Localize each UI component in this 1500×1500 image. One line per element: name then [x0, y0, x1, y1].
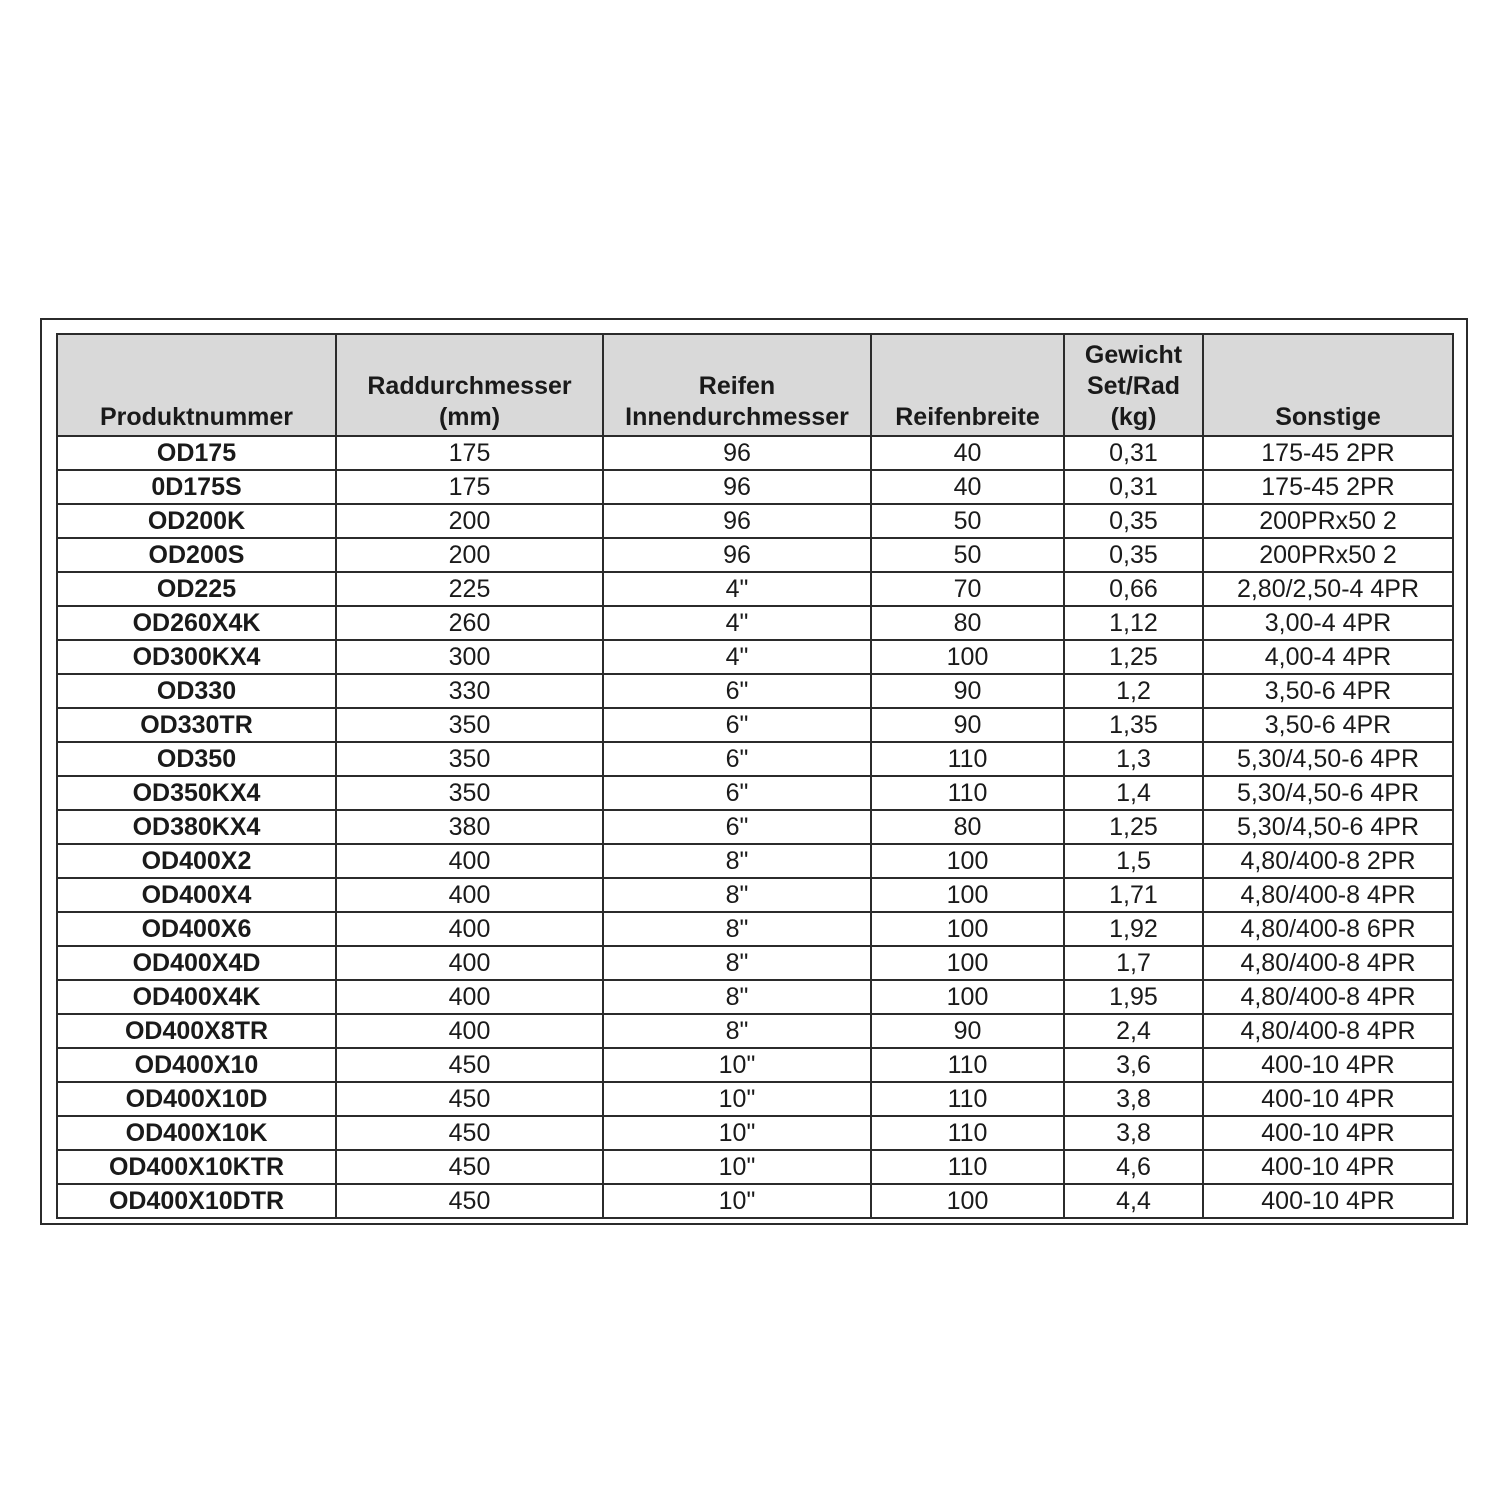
cell-raddurchmesser: 400 — [336, 912, 603, 946]
cell-raddurchmesser: 400 — [336, 878, 603, 912]
cell-raddurchmesser: 175 — [336, 436, 603, 470]
cell-reifenbreite: 110 — [871, 1116, 1064, 1150]
column-header-line: Reifenbreite — [895, 403, 1040, 431]
cell-sonstige: 175-45 2PR — [1203, 436, 1453, 470]
cell-raddurchmesser: 350 — [336, 708, 603, 742]
table-row — [57, 1014, 1453, 1048]
cell-reifen_innendurchmesser: 10" — [603, 1184, 871, 1218]
cell-gewicht: 3,8 — [1064, 1082, 1203, 1116]
cell-reifenbreite: 40 — [871, 470, 1064, 504]
column-header-sonstige — [1203, 334, 1453, 436]
table-row — [57, 878, 1453, 912]
cell-gewicht: 1,71 — [1064, 878, 1203, 912]
column-header-line: Raddurchmesser — [367, 372, 572, 400]
cell-sonstige: 400-10 4PR — [1203, 1082, 1453, 1116]
cell-reifen_innendurchmesser: 6" — [603, 674, 871, 708]
cell-raddurchmesser: 450 — [336, 1048, 603, 1082]
cell-produktnummer: OD225 — [57, 572, 336, 606]
table-row — [57, 1150, 1453, 1184]
table-row — [57, 470, 1453, 504]
table-row — [57, 640, 1453, 674]
cell-reifen_innendurchmesser: 96 — [603, 470, 871, 504]
cell-reifen_innendurchmesser: 96 — [603, 504, 871, 538]
cell-gewicht: 0,66 — [1064, 572, 1203, 606]
cell-reifen_innendurchmesser: 6" — [603, 742, 871, 776]
cell-reifenbreite: 100 — [871, 946, 1064, 980]
cell-gewicht: 0,35 — [1064, 538, 1203, 572]
cell-raddurchmesser: 225 — [336, 572, 603, 606]
cell-sonstige: 3,00-4 4PR — [1203, 606, 1453, 640]
cell-reifenbreite: 100 — [871, 912, 1064, 946]
table-row — [57, 776, 1453, 810]
table-row — [57, 844, 1453, 878]
cell-reifenbreite: 90 — [871, 1014, 1064, 1048]
cell-reifen_innendurchmesser: 8" — [603, 844, 871, 878]
cell-reifenbreite: 110 — [871, 742, 1064, 776]
cell-raddurchmesser: 450 — [336, 1116, 603, 1150]
cell-sonstige: 5,30/4,50-6 4PR — [1203, 742, 1453, 776]
table-row — [57, 674, 1453, 708]
cell-produktnummer: OD350 — [57, 742, 336, 776]
cell-produktnummer: OD350KX4 — [57, 776, 336, 810]
cell-reifen_innendurchmesser: 8" — [603, 912, 871, 946]
cell-sonstige: 5,30/4,50-6 4PR — [1203, 810, 1453, 844]
column-header-line: (mm) — [438, 403, 501, 431]
cell-produktnummer: OD400X6 — [57, 912, 336, 946]
cell-reifenbreite: 50 — [871, 504, 1064, 538]
table-row — [57, 742, 1453, 776]
cell-reifenbreite: 110 — [871, 1048, 1064, 1082]
table-row — [57, 1082, 1453, 1116]
cell-reifenbreite: 100 — [871, 640, 1064, 674]
cell-sonstige: 400-10 4PR — [1203, 1184, 1453, 1218]
cell-sonstige: 4,80/400-8 4PR — [1203, 1014, 1453, 1048]
cell-raddurchmesser: 400 — [336, 1014, 603, 1048]
cell-reifenbreite: 100 — [871, 878, 1064, 912]
cell-reifenbreite: 110 — [871, 1082, 1064, 1116]
cell-sonstige: 400-10 4PR — [1203, 1048, 1453, 1082]
cell-raddurchmesser: 300 — [336, 640, 603, 674]
cell-sonstige: 4,80/400-8 6PR — [1203, 912, 1453, 946]
cell-raddurchmesser: 350 — [336, 742, 603, 776]
cell-produktnummer: 0D175S — [57, 470, 336, 504]
column-header-produktnummer — [57, 334, 336, 436]
cell-gewicht: 1,7 — [1064, 946, 1203, 980]
cell-raddurchmesser: 400 — [336, 844, 603, 878]
cell-reifenbreite: 100 — [871, 1184, 1064, 1218]
cell-raddurchmesser: 330 — [336, 674, 603, 708]
cell-reifen_innendurchmesser: 4" — [603, 606, 871, 640]
cell-reifen_innendurchmesser: 10" — [603, 1116, 871, 1150]
cell-produktnummer: OD400X10 — [57, 1048, 336, 1082]
cell-raddurchmesser: 260 — [336, 606, 603, 640]
cell-sonstige: 2,80/2,50-4 4PR — [1203, 572, 1453, 606]
cell-gewicht: 1,12 — [1064, 606, 1203, 640]
cell-produktnummer: OD200S — [57, 538, 336, 572]
header-row — [57, 334, 1453, 436]
cell-sonstige: 3,50-6 4PR — [1203, 708, 1453, 742]
table-frame — [40, 318, 1468, 1225]
cell-sonstige: 175-45 2PR — [1203, 470, 1453, 504]
cell-sonstige: 4,80/400-8 4PR — [1203, 878, 1453, 912]
cell-sonstige: 4,80/400-8 4PR — [1203, 946, 1453, 980]
cell-produktnummer: OD400X4D — [57, 946, 336, 980]
cell-sonstige: 5,30/4,50-6 4PR — [1203, 776, 1453, 810]
cell-raddurchmesser: 200 — [336, 538, 603, 572]
table-body — [57, 436, 1453, 1218]
table-row — [57, 436, 1453, 470]
cell-reifenbreite: 90 — [871, 708, 1064, 742]
cell-reifen_innendurchmesser: 6" — [603, 708, 871, 742]
column-header-reifenbreite — [871, 334, 1064, 436]
cell-reifenbreite: 40 — [871, 436, 1064, 470]
column-header-line: Sonstige — [1275, 403, 1381, 431]
cell-reifen_innendurchmesser: 10" — [603, 1048, 871, 1082]
cell-gewicht: 4,6 — [1064, 1150, 1203, 1184]
column-header-line: Set/Rad — [1086, 372, 1181, 400]
cell-reifen_innendurchmesser: 8" — [603, 1014, 871, 1048]
cell-reifenbreite: 50 — [871, 538, 1064, 572]
cell-produktnummer: OD330TR — [57, 708, 336, 742]
table-row — [57, 912, 1453, 946]
cell-reifen_innendurchmesser: 8" — [603, 878, 871, 912]
cell-gewicht: 1,95 — [1064, 980, 1203, 1014]
cell-produktnummer: OD400X10D — [57, 1082, 336, 1116]
cell-reifenbreite: 70 — [871, 572, 1064, 606]
cell-reifen_innendurchmesser: 10" — [603, 1150, 871, 1184]
cell-gewicht: 3,6 — [1064, 1048, 1203, 1082]
cell-reifenbreite: 90 — [871, 674, 1064, 708]
cell-gewicht: 0,31 — [1064, 470, 1203, 504]
cell-gewicht: 1,92 — [1064, 912, 1203, 946]
cell-produktnummer: OD380KX4 — [57, 810, 336, 844]
cell-raddurchmesser: 400 — [336, 980, 603, 1014]
cell-reifen_innendurchmesser: 96 — [603, 436, 871, 470]
table-row — [57, 708, 1453, 742]
table-row — [57, 980, 1453, 1014]
cell-raddurchmesser: 450 — [336, 1150, 603, 1184]
cell-reifenbreite: 100 — [871, 980, 1064, 1014]
cell-produktnummer: OD400X4K — [57, 980, 336, 1014]
table-row — [57, 538, 1453, 572]
cell-gewicht: 0,31 — [1064, 436, 1203, 470]
cell-produktnummer: OD400X10K — [57, 1116, 336, 1150]
cell-raddurchmesser: 450 — [336, 1082, 603, 1116]
cell-raddurchmesser: 200 — [336, 504, 603, 538]
column-header-raddurchmesser — [336, 334, 603, 436]
cell-reifen_innendurchmesser: 10" — [603, 1082, 871, 1116]
cell-gewicht: 4,4 — [1064, 1184, 1203, 1218]
cell-reifenbreite: 80 — [871, 606, 1064, 640]
cell-reifen_innendurchmesser: 4" — [603, 572, 871, 606]
cell-produktnummer: OD200K — [57, 504, 336, 538]
cell-reifen_innendurchmesser: 6" — [603, 776, 871, 810]
cell-gewicht: 0,35 — [1064, 504, 1203, 538]
cell-reifenbreite: 110 — [871, 776, 1064, 810]
column-header-line: (kg) — [1110, 403, 1157, 431]
product-spec-table — [56, 333, 1454, 1219]
cell-gewicht: 1,3 — [1064, 742, 1203, 776]
table-row — [57, 1048, 1453, 1082]
cell-gewicht: 1,5 — [1064, 844, 1203, 878]
cell-raddurchmesser: 350 — [336, 776, 603, 810]
cell-gewicht: 1,25 — [1064, 640, 1203, 674]
table-row — [57, 1116, 1453, 1150]
column-header-gewicht — [1064, 334, 1203, 436]
cell-produktnummer: OD400X10KTR — [57, 1150, 336, 1184]
cell-reifen_innendurchmesser: 8" — [603, 946, 871, 980]
table-row — [57, 946, 1453, 980]
cell-reifen_innendurchmesser: 6" — [603, 810, 871, 844]
cell-reifen_innendurchmesser: 8" — [603, 980, 871, 1014]
cell-sonstige: 4,80/400-8 4PR — [1203, 980, 1453, 1014]
cell-produktnummer: OD400X8TR — [57, 1014, 336, 1048]
column-header-line: Produktnummer — [99, 403, 294, 431]
cell-gewicht: 1,2 — [1064, 674, 1203, 708]
cell-raddurchmesser: 380 — [336, 810, 603, 844]
cell-sonstige: 200PRx50 2 — [1203, 538, 1453, 572]
cell-sonstige: 400-10 4PR — [1203, 1150, 1453, 1184]
cell-gewicht: 2,4 — [1064, 1014, 1203, 1048]
table-row — [57, 1184, 1453, 1218]
cell-gewicht: 1,35 — [1064, 708, 1203, 742]
cell-reifenbreite: 110 — [871, 1150, 1064, 1184]
table-row — [57, 606, 1453, 640]
table-row — [57, 504, 1453, 538]
cell-raddurchmesser: 175 — [336, 470, 603, 504]
cell-sonstige: 3,50-6 4PR — [1203, 674, 1453, 708]
cell-produktnummer: OD400X10DTR — [57, 1184, 336, 1218]
cell-gewicht: 3,8 — [1064, 1116, 1203, 1150]
column-header-line: Reifen — [698, 372, 776, 400]
table-row — [57, 810, 1453, 844]
cell-produktnummer: OD330 — [57, 674, 336, 708]
cell-produktnummer: OD400X4 — [57, 878, 336, 912]
cell-produktnummer: OD300KX4 — [57, 640, 336, 674]
cell-produktnummer: OD260X4K — [57, 606, 336, 640]
cell-raddurchmesser: 450 — [336, 1184, 603, 1218]
cell-sonstige: 4,00-4 4PR — [1203, 640, 1453, 674]
cell-gewicht: 1,25 — [1064, 810, 1203, 844]
cell-reifenbreite: 80 — [871, 810, 1064, 844]
cell-reifen_innendurchmesser: 4" — [603, 640, 871, 674]
cell-produktnummer: OD400X2 — [57, 844, 336, 878]
cell-produktnummer: OD175 — [57, 436, 336, 470]
cell-reifen_innendurchmesser: 96 — [603, 538, 871, 572]
column-header-reifen_innendurchmesser — [603, 334, 871, 436]
column-header-line: Gewicht — [1084, 341, 1183, 369]
cell-sonstige: 400-10 4PR — [1203, 1116, 1453, 1150]
cell-reifenbreite: 100 — [871, 844, 1064, 878]
cell-gewicht: 1,4 — [1064, 776, 1203, 810]
cell-raddurchmesser: 400 — [336, 946, 603, 980]
cell-sonstige: 200PRx50 2 — [1203, 504, 1453, 538]
cell-sonstige: 4,80/400-8 2PR — [1203, 844, 1453, 878]
column-header-line: Innendurchmesser — [625, 403, 849, 431]
table-row — [57, 572, 1453, 606]
